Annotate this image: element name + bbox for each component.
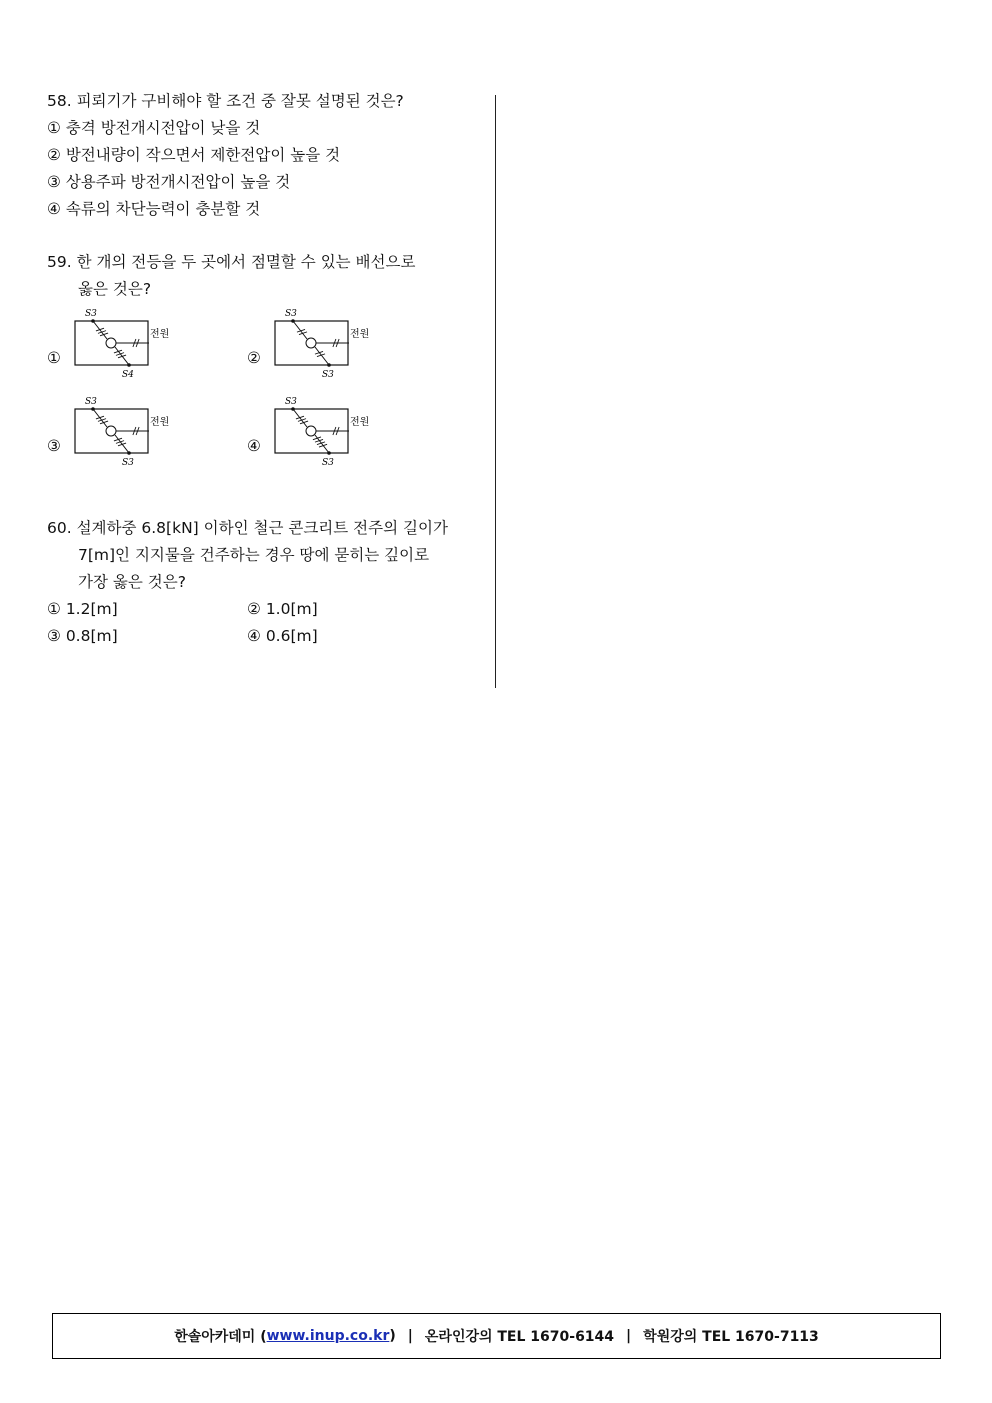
wire-lower: [315, 347, 329, 365]
page-footer: [52, 1313, 941, 1359]
q59-diagram-4: [247, 395, 447, 483]
q58-question: 58. 피뢰기가 구비해야 할 조건 중 잘못 설명된 것은?: [47, 92, 404, 110]
switch-dot-top: [91, 319, 95, 323]
switch-label-bottom: S3: [322, 458, 334, 468]
switch-label-top: S3: [285, 397, 297, 407]
q60-option-4: ④ 0.6[m]: [247, 627, 318, 645]
switch-label-bottom: S3: [322, 370, 334, 380]
lamp-icon: [106, 426, 116, 436]
source-label: 전원: [350, 417, 370, 428]
source-label: 전원: [150, 329, 170, 340]
q59-diagram-1-number: ①: [47, 349, 61, 367]
wire-upper: [293, 409, 307, 427]
column-divider: [495, 95, 496, 688]
wiring-diagram-1: [67, 307, 207, 387]
lamp-icon: [306, 338, 316, 348]
q59-diagrams: [47, 307, 479, 487]
q58-option-2: ② 방전내량이 작으면서 제한전압이 높을 것: [47, 146, 341, 164]
footer-online: 온라인강의 TEL 1670-6144: [424, 1329, 615, 1345]
switch-dot-bottom: [327, 363, 331, 367]
question-column: [47, 88, 479, 650]
q58-option-4: ④ 속류의 차단능력이 충분할 것: [47, 200, 261, 218]
q59-diagram-4-number: ④: [247, 437, 261, 455]
q58-option-1: ① 충격 방전개시전압이 낮을 것: [47, 119, 261, 137]
switch-dot-top: [291, 319, 295, 323]
wire-upper: [293, 321, 307, 339]
switch-dot-top: [291, 407, 295, 411]
switch-dot-bottom: [127, 363, 131, 367]
footer-url-link[interactable]: www.inup.co.kr: [266, 1328, 390, 1344]
lamp-icon: [106, 338, 116, 348]
q60-question-line2: 7[m]인 지지물을 건주하는 경우 땅에 묻히는 깊이로: [78, 546, 430, 564]
switch-label-top: S3: [85, 397, 97, 407]
wiring-diagram-3: [67, 395, 207, 475]
source-label: 전원: [350, 329, 370, 340]
footer-separator-1: |: [407, 1328, 413, 1344]
wire-upper: [93, 321, 107, 339]
q59-question-line1: 59. 한 개의 전등을 두 곳에서 점멸할 수 있는 배선으로: [47, 253, 416, 271]
switch-label-bottom: S3: [122, 458, 134, 468]
wiring-diagram-4: [267, 395, 407, 475]
q59-diagram-2-number: ②: [247, 349, 261, 367]
q59-question-line2: 옳은 것은?: [78, 280, 152, 298]
switch-label-top: S3: [85, 309, 97, 319]
wire-lower: [115, 347, 129, 365]
q60-option-1: ① 1.2[m]: [47, 600, 118, 618]
footer-academy: 한솔아카데미 (: [174, 1329, 267, 1345]
lamp-icon: [306, 426, 316, 436]
q60-question-line1: 60. 설계하중 6.8[kN] 이하인 철근 콘크리트 전주의 길이가: [47, 519, 448, 537]
q59-diagram-2: [247, 307, 447, 395]
switch-dot-bottom: [327, 451, 331, 455]
wire-upper: [93, 409, 107, 427]
switch-label-bottom: S4: [122, 370, 134, 380]
q60-options-row-1: [47, 596, 479, 623]
q60-option-3: ③ 0.8[m]: [47, 627, 118, 645]
q59-diagram-3: [47, 395, 247, 483]
q60-option-2: ② 1.0[m]: [247, 600, 318, 618]
footer-separator-2: |: [626, 1328, 632, 1344]
footer-offline: 학원강의 TEL 1670-7113: [643, 1329, 819, 1345]
source-label: 전원: [150, 417, 170, 428]
q58-option-3: ③ 상용주파 방전개시전압이 높을 것: [47, 173, 291, 191]
q59-diagram-1: [47, 307, 247, 395]
wire-lower: [115, 435, 129, 453]
q60-options-row-2: [47, 623, 479, 650]
q60-question-line3: 가장 옳은 것은?: [78, 573, 186, 591]
wiring-diagram-2: [267, 307, 407, 387]
switch-dot-top: [91, 407, 95, 411]
switch-dot-bottom: [127, 451, 131, 455]
footer-url-close: ): [389, 1328, 396, 1344]
q59-diagram-3-number: ③: [47, 437, 61, 455]
switch-label-top: S3: [285, 309, 297, 319]
